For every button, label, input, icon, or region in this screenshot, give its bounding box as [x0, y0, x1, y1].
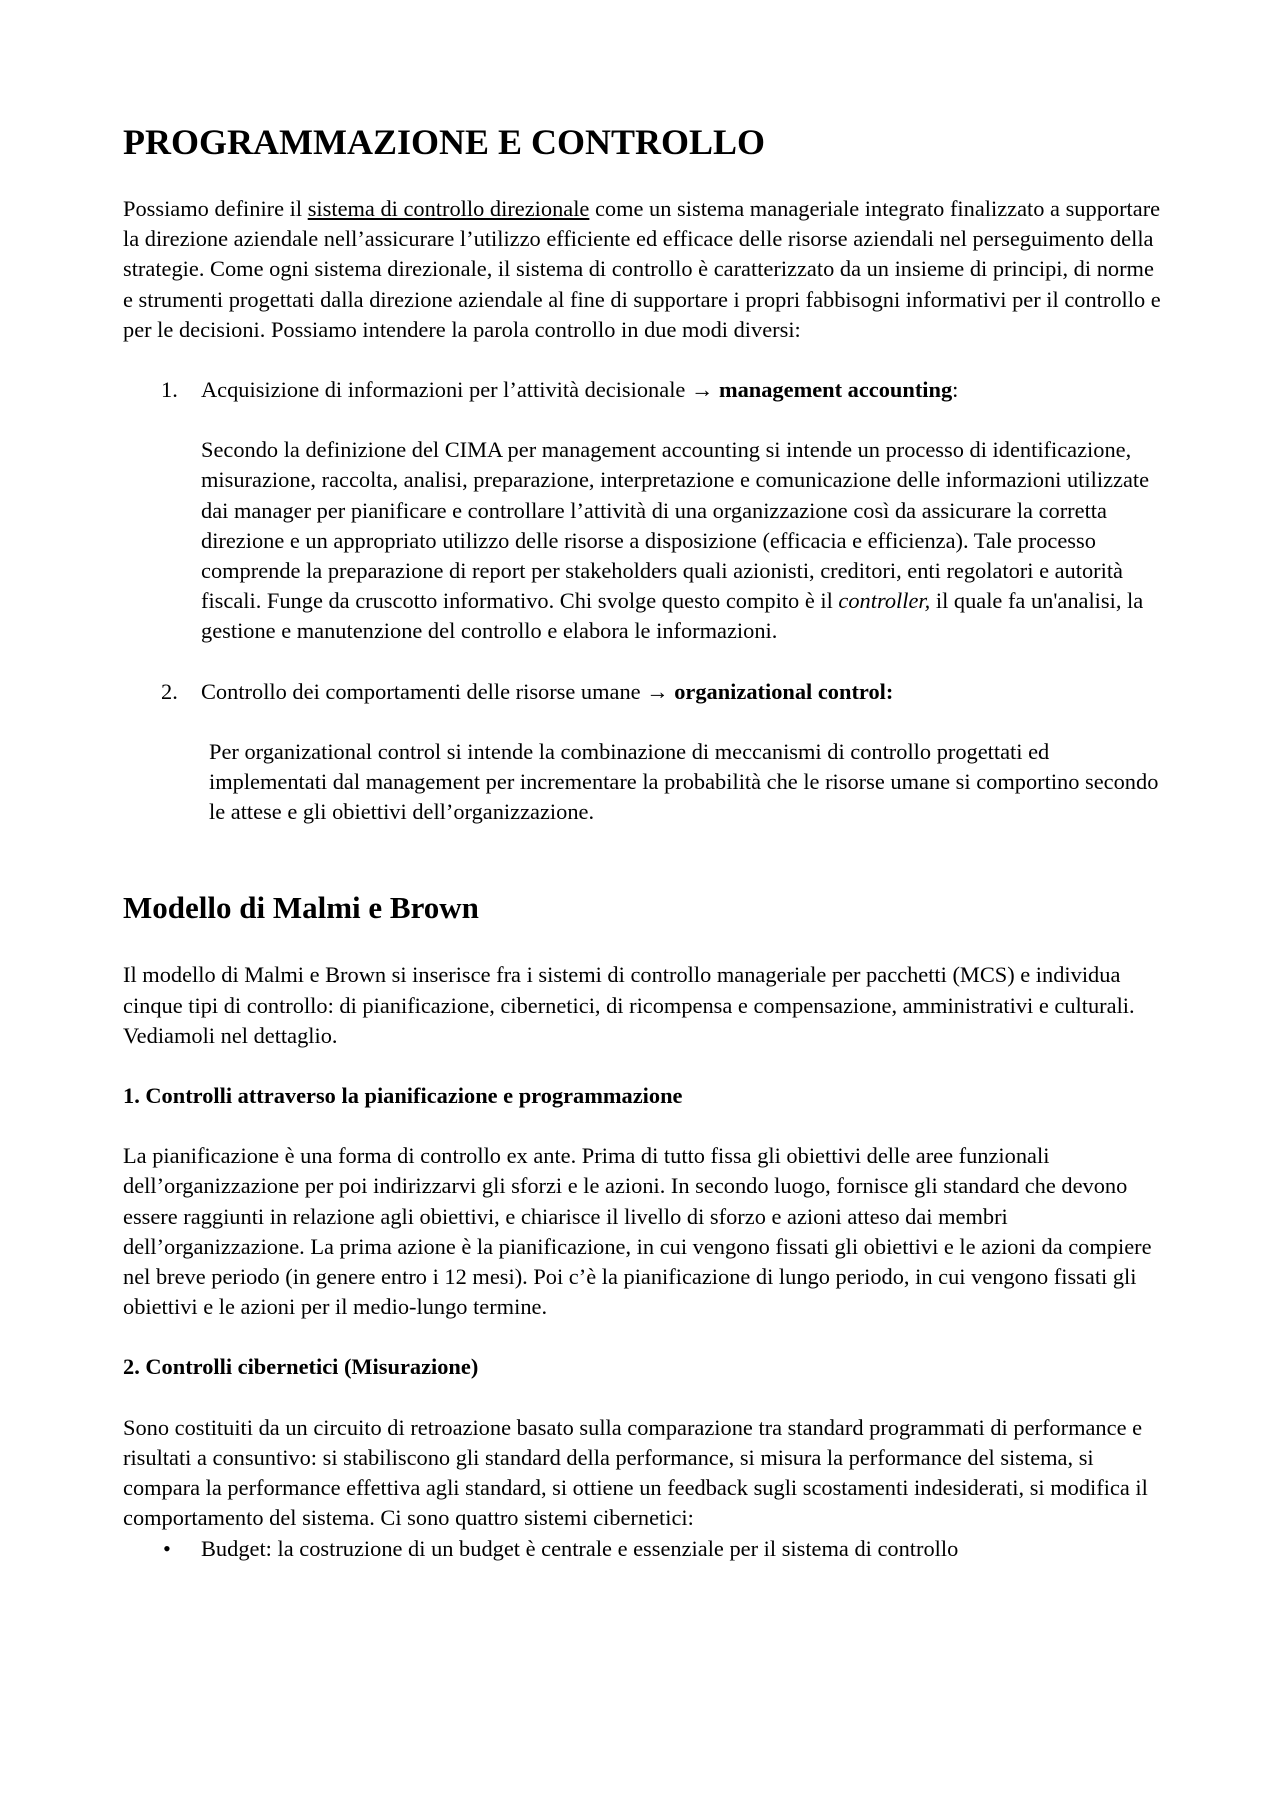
control-meanings-list [123, 375, 1163, 827]
subsection-paragraph: Sono costituiti da un circuito di retroazione basato sulla comparazione tra standard programmati di performance e risultati a consuntivo: si stabiliscono gli standard della performance, si misura la performance del sistema, si compara la performance effettiva agli standard, si ottiene un feedback sugli scostamenti indesiderati, si modifica il comportamento del sistema. Ci sono quattro sistemi cibernetici: [123, 1414, 1148, 1531]
intro-text-after: come un sistema manageriale integrato finalizzato a supportare la direzione aziendale nell’assicurare l’utilizzo efficiente ed efficace delle risorse aziendali nel perseguimento della strategie. Come ogni sistema direzionale, il sistema di controllo è caratterizzato da un insieme di principi, di norme e strumenti progettati dalla direzione aziendale al fine di supportare i propri fabbisogni informativi per il controllo e per le decisioni. Possiamo intendere la parola controllo in due modi diversi: [123, 196, 1161, 342]
bullet-list [123, 1534, 1163, 1564]
subsection-heading: 2. Controlli cibernetici (Misurazione) [123, 1354, 479, 1380]
paragraph-text: Secondo la definizione del CIMA per management accounting si intende un processo di identificazione, misurazione, raccolta, analisi, preparazione, interpretazione e comunicazione delle informazioni utilizzate dai manager per pianificare e controllare l’attività di una organizzazione così da assicurare la corretta direzione e un appropriato utilizzo delle risorse a disposizione (efficacia e efficienza). Tale processo comprende la preparazione di report per stakeholders quali azionisti, creditori, enti regolatori e autorità fiscali. Funge da cruscotto informativo. Chi svolge questo compito è il [201, 437, 1150, 614]
list-item-text: Controllo dei comportamenti delle risorse umane → [201, 678, 675, 704]
paragraph-italic: controller, [838, 588, 931, 614]
bullet-text: Budget: la costruzione di un budget è centrale e essenziale per il sistema di controllo [201, 1535, 959, 1561]
list-item-suffix: : [952, 377, 959, 403]
list-item-paragraph [201, 435, 1163, 646]
document-page [123, 120, 1163, 1564]
intro-paragraph [123, 194, 1163, 345]
intro-underlined-term: sistema di controllo direzionale [307, 196, 590, 221]
intro-text-before: Possiamo definire il [123, 196, 308, 221]
list-item-bold: organizational control: [674, 678, 894, 704]
section-heading: Modello di Malmi e Brown [123, 890, 479, 926]
list-item-number: 1. [161, 377, 178, 403]
list-item [123, 375, 1163, 647]
section-intro-paragraph: Il modello di Malmi e Brown si inserisce fra i sistemi di controllo manageriale per pacchetti (MCS) e individua cinque tipi di controllo: di pianificazione, cibernetici, di ricompensa e compensazione, amministrativi e culturali. Vediamoli nel dettaglio. [123, 962, 1135, 1048]
bullet-icon: • [163, 1535, 171, 1561]
list-item-number: 2. [161, 678, 178, 704]
list-item-bold: management accounting [718, 377, 953, 403]
page-title: PROGRAMMAZIONE E CONTROLLO [123, 122, 766, 162]
list-item [123, 677, 1163, 828]
list-item-text: Acquisizione di informazioni per l’attività decisionale → [201, 377, 719, 403]
subsection-paragraph: La pianificazione è una forma di controllo ex ante. Prima di tutto fissa gli obiettivi delle aree funzionali dell’organizzazione per poi indirizzarvi gli sforzi e le azioni. In secondo luogo, fornisce gli standard che devono essere raggiunti in relazione agli obiettivi, e chiarisce il livello di sforzo e azioni atteso dai membri dell’organizzazione. La prima azione è la pianificazione, in cui vengono fissati gli obiettivi e le azioni da compiere nel breve periodo (in genere entro i 12 mesi). Poi c’è la pianificazione di lungo periodo, in cui vengono fissati gli obiettivi e le azioni per il medio-lungo termine. [123, 1143, 1152, 1320]
subsection-heading: 1. Controlli attraverso la pianificazione e programmazione [123, 1083, 683, 1109]
list-item [123, 1534, 1163, 1564]
list-item-paragraph: Per organizational control si intende la combinazione di meccanismi di controllo progettati ed implementati dal management per incrementare la probabilità che le risorse umane si comportino secondo le attese e gli obiettivi dell’organizzazione. [209, 738, 1159, 825]
paragraph-text-after: il quale fa un'analisi, la gestione e manutenzione del controllo e elabora le informazioni. [201, 588, 1144, 644]
